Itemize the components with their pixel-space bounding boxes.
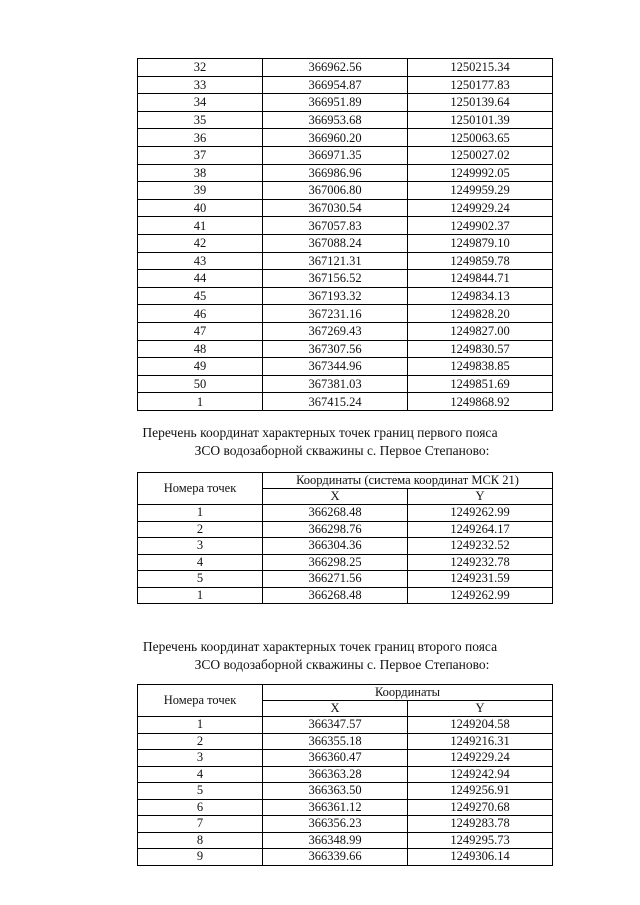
y-coordinate-cell: 1249834.13 <box>408 287 553 305</box>
y-coordinate-cell: 1249229.24 <box>408 750 553 767</box>
table-row <box>138 358 553 376</box>
y-coordinate-cell: 1249270.68 <box>408 799 553 816</box>
y-coordinate-cell: 1249879.10 <box>408 234 553 252</box>
table-row <box>138 164 553 182</box>
point-number-cell: 7 <box>138 816 263 833</box>
table-row <box>138 505 553 522</box>
x-coordinate-cell: 367030.54 <box>263 199 408 217</box>
y-coordinate-cell: 1249256.91 <box>408 783 553 800</box>
header-point-numbers: Номера точек <box>138 473 263 505</box>
point-number-cell: 1 <box>138 587 263 604</box>
point-number-cell: 40 <box>138 199 263 217</box>
table-row <box>138 340 553 358</box>
caption-line: Перечень координат характерных точек границ первого пояса <box>142 425 498 440</box>
point-number-cell: 46 <box>138 305 263 323</box>
x-coordinate-cell: 367344.96 <box>263 358 408 376</box>
table-row <box>138 375 553 393</box>
x-coordinate-cell: 366356.23 <box>263 816 408 833</box>
table-row <box>138 182 553 200</box>
y-coordinate-cell: 1249295.73 <box>408 832 553 849</box>
y-coordinate-cell: 1249828.20 <box>408 305 553 323</box>
x-coordinate-cell: 366304.36 <box>263 538 408 555</box>
y-coordinate-cell: 1249902.37 <box>408 217 553 235</box>
y-coordinate-cell: 1249232.78 <box>408 554 553 571</box>
coordinates-table-continued <box>137 58 553 411</box>
table-row <box>138 111 553 129</box>
table-row <box>138 849 553 866</box>
caption-line: ЗСО водозаборной скважины с. Первое Степаново: <box>194 443 490 458</box>
y-coordinate-cell: 1249929.24 <box>408 199 553 217</box>
point-number-cell: 35 <box>138 111 263 129</box>
table-body <box>138 505 553 604</box>
table-row <box>138 305 553 323</box>
table-row <box>138 587 553 604</box>
table-row <box>138 733 553 750</box>
y-coordinate-cell: 1249306.14 <box>408 849 553 866</box>
x-coordinate-cell: 367006.80 <box>263 182 408 200</box>
table-row <box>138 76 553 94</box>
second-belt-caption <box>100 638 540 674</box>
point-number-cell: 37 <box>138 146 263 164</box>
x-coordinate-cell: 367057.83 <box>263 217 408 235</box>
y-coordinate-cell: 1249204.58 <box>408 717 553 734</box>
x-coordinate-cell: 367231.16 <box>263 305 408 323</box>
x-coordinate-cell: 366363.50 <box>263 783 408 800</box>
first-belt-caption <box>100 424 540 460</box>
point-number-cell: 33 <box>138 76 263 94</box>
y-coordinate-cell: 1249844.71 <box>408 270 553 288</box>
x-coordinate-cell: 367415.24 <box>263 393 408 411</box>
point-number-cell: 50 <box>138 375 263 393</box>
point-number-cell: 5 <box>138 783 263 800</box>
y-coordinate-cell: 1249262.99 <box>408 505 553 522</box>
y-coordinate-cell: 1249262.99 <box>408 587 553 604</box>
table-row <box>138 94 553 112</box>
caption-line: Перечень координат характерных точек границ второго пояса <box>142 639 498 654</box>
x-coordinate-cell: 366298.76 <box>263 521 408 538</box>
y-coordinate-cell: 1249827.00 <box>408 322 553 340</box>
point-number-cell: 9 <box>138 849 263 866</box>
point-number-cell: 3 <box>138 538 263 555</box>
point-number-cell: 34 <box>138 94 263 112</box>
x-coordinate-cell: 367156.52 <box>263 270 408 288</box>
table-row <box>138 129 553 147</box>
table-row <box>138 832 553 849</box>
table-row <box>138 252 553 270</box>
first-belt-coordinates-table <box>137 472 553 604</box>
point-number-cell: 8 <box>138 832 263 849</box>
point-number-cell: 47 <box>138 322 263 340</box>
x-coordinate-cell: 366962.56 <box>263 59 408 77</box>
y-coordinate-cell: 1249868.92 <box>408 393 553 411</box>
point-number-cell: 1 <box>138 505 263 522</box>
x-coordinate-cell: 367121.31 <box>263 252 408 270</box>
table-header-row <box>138 685 553 701</box>
x-coordinate-cell: 367193.32 <box>263 287 408 305</box>
table-row <box>138 554 553 571</box>
x-coordinate-cell: 366298.25 <box>263 554 408 571</box>
table-row <box>138 287 553 305</box>
table-row <box>138 816 553 833</box>
x-coordinate-cell: 366971.35 <box>263 146 408 164</box>
point-number-cell: 39 <box>138 182 263 200</box>
point-number-cell: 6 <box>138 799 263 816</box>
point-number-cell: 1 <box>138 393 263 411</box>
x-coordinate-cell: 366347.57 <box>263 717 408 734</box>
x-coordinate-cell: 366360.47 <box>263 750 408 767</box>
x-coordinate-cell: 366361.12 <box>263 799 408 816</box>
y-coordinate-cell: 1249959.29 <box>408 182 553 200</box>
table-row <box>138 217 553 235</box>
y-coordinate-cell: 1249851.69 <box>408 375 553 393</box>
y-coordinate-cell: 1249283.78 <box>408 816 553 833</box>
table-row <box>138 146 553 164</box>
point-number-cell: 3 <box>138 750 263 767</box>
table-row <box>138 322 553 340</box>
table-body <box>138 717 553 866</box>
x-coordinate-cell: 366951.89 <box>263 94 408 112</box>
header-x: X <box>263 489 408 505</box>
x-coordinate-cell: 367088.24 <box>263 234 408 252</box>
table-row <box>138 393 553 411</box>
table-body <box>138 59 553 411</box>
second-belt-coordinates-table <box>137 684 553 866</box>
y-coordinate-cell: 1249830.57 <box>408 340 553 358</box>
table-row <box>138 799 553 816</box>
point-number-cell: 38 <box>138 164 263 182</box>
x-coordinate-cell: 366348.99 <box>263 832 408 849</box>
y-coordinate-cell: 1249838.85 <box>408 358 553 376</box>
y-coordinate-cell: 1249992.05 <box>408 164 553 182</box>
x-coordinate-cell: 366960.20 <box>263 129 408 147</box>
x-coordinate-cell: 367307.56 <box>263 340 408 358</box>
header-y: Y <box>408 701 553 717</box>
x-coordinate-cell: 366268.48 <box>263 505 408 522</box>
y-coordinate-cell: 1249216.31 <box>408 733 553 750</box>
point-number-cell: 49 <box>138 358 263 376</box>
y-coordinate-cell: 1250139.64 <box>408 94 553 112</box>
y-coordinate-cell: 1249231.59 <box>408 571 553 588</box>
y-coordinate-cell: 1250177.83 <box>408 76 553 94</box>
x-coordinate-cell: 367269.43 <box>263 322 408 340</box>
point-number-cell: 36 <box>138 129 263 147</box>
point-number-cell: 44 <box>138 270 263 288</box>
y-coordinate-cell: 1249859.78 <box>408 252 553 270</box>
y-coordinate-cell: 1250101.39 <box>408 111 553 129</box>
y-coordinate-cell: 1250063.65 <box>408 129 553 147</box>
table-row <box>138 199 553 217</box>
y-coordinate-cell: 1250215.34 <box>408 59 553 77</box>
table-row <box>138 59 553 77</box>
point-number-cell: 1 <box>138 717 263 734</box>
table-row <box>138 521 553 538</box>
y-coordinate-cell: 1249264.17 <box>408 521 553 538</box>
point-number-cell: 41 <box>138 217 263 235</box>
header-point-numbers: Номера точек <box>138 685 263 717</box>
point-number-cell: 32 <box>138 59 263 77</box>
table-header-row <box>138 473 553 489</box>
table-row <box>138 750 553 767</box>
table-row <box>138 783 553 800</box>
caption-line: ЗСО водозаборной скважины с. Первое Степаново: <box>194 657 490 672</box>
y-coordinate-cell: 1249242.94 <box>408 766 553 783</box>
header-coordinates: Координаты (система координат МСК 21) <box>263 473 553 489</box>
point-number-cell: 42 <box>138 234 263 252</box>
x-coordinate-cell: 366271.56 <box>263 571 408 588</box>
x-coordinate-cell: 366954.87 <box>263 76 408 94</box>
header-coordinates: Координаты <box>263 685 553 701</box>
table-row <box>138 571 553 588</box>
point-number-cell: 2 <box>138 521 263 538</box>
x-coordinate-cell: 367381.03 <box>263 375 408 393</box>
x-coordinate-cell: 366986.96 <box>263 164 408 182</box>
x-coordinate-cell: 366268.48 <box>263 587 408 604</box>
y-coordinate-cell: 1249232.52 <box>408 538 553 555</box>
point-number-cell: 4 <box>138 766 263 783</box>
header-y: Y <box>408 489 553 505</box>
point-number-cell: 48 <box>138 340 263 358</box>
table-row <box>138 270 553 288</box>
point-number-cell: 43 <box>138 252 263 270</box>
table-row <box>138 234 553 252</box>
header-x: X <box>263 701 408 717</box>
point-number-cell: 45 <box>138 287 263 305</box>
point-number-cell: 4 <box>138 554 263 571</box>
table-row <box>138 538 553 555</box>
point-number-cell: 2 <box>138 733 263 750</box>
x-coordinate-cell: 366355.18 <box>263 733 408 750</box>
x-coordinate-cell: 366953.68 <box>263 111 408 129</box>
y-coordinate-cell: 1250027.02 <box>408 146 553 164</box>
x-coordinate-cell: 366363.28 <box>263 766 408 783</box>
x-coordinate-cell: 366339.66 <box>263 849 408 866</box>
point-number-cell: 5 <box>138 571 263 588</box>
table-row <box>138 766 553 783</box>
table-row <box>138 717 553 734</box>
